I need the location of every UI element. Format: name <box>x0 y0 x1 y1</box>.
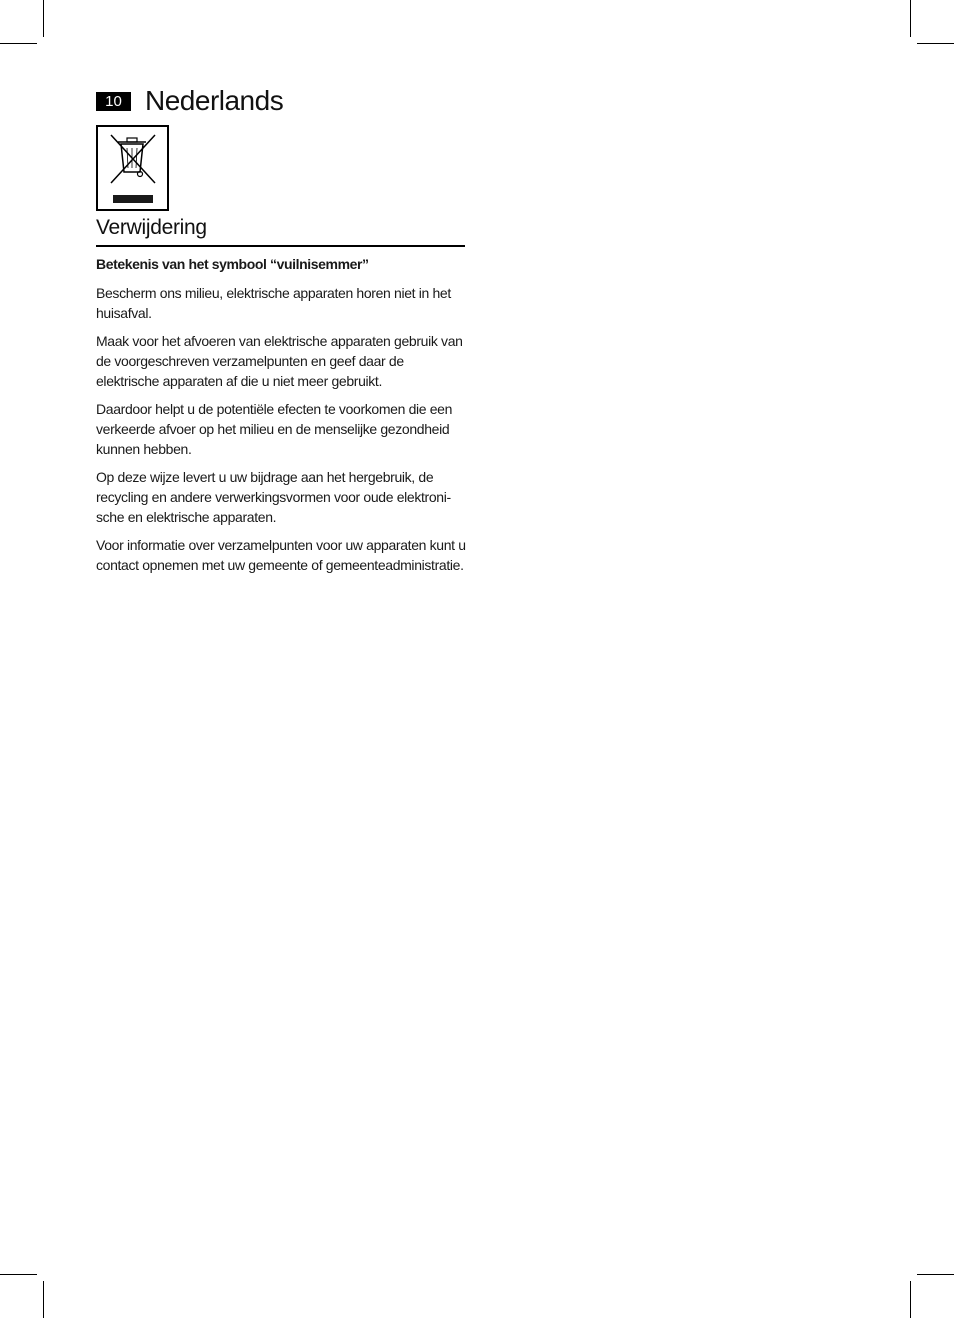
paragraph: Voor informatie over verzamelpunten voor uw apparaten kunt u contact opnemen met uw gemeente of gemeenteadministratie. <box>96 537 466 573</box>
crop-mark <box>0 43 37 44</box>
crop-mark <box>43 0 44 37</box>
crop-mark <box>917 43 954 44</box>
crop-mark <box>0 1274 37 1275</box>
section-content <box>96 254 468 583</box>
paragraph: Bescherm ons milieu, elektrische apparaten horen niet in het huisafval. <box>96 285 451 321</box>
paragraph: Daardoor helpt u de potentiële efecten te voorkomen die een verkeerde afvoer op het milieu en de menselijke gezondheid kunnen hebben. <box>96 401 453 457</box>
section-divider <box>96 245 465 247</box>
crop-mark <box>910 0 911 37</box>
page-number: 10 <box>96 92 131 111</box>
paragraph: Maak voor het afvoeren van elektrische apparaten gebruik van de voorgeschreven verzamelpunten en geef daar de elektrische apparaten af die u niet meer gebruikt. <box>96 333 463 389</box>
symbol-meaning-subheading: Betekenis van het symbool “vuilnisemmer” <box>96 256 369 272</box>
crop-mark <box>917 1274 954 1275</box>
crossed-out-wheelie-bin-icon <box>96 125 169 211</box>
section-title: Verwijdering <box>96 216 207 239</box>
paragraph: Op deze wijze levert u uw bijdrage aan het hergebruik, de recycling en andere verwerkingsvormen voor oude elektronische en elektrische apparaten. <box>96 469 452 525</box>
crop-mark <box>910 1281 911 1318</box>
crop-mark <box>43 1281 44 1318</box>
language-title: Nederlands <box>145 85 284 116</box>
